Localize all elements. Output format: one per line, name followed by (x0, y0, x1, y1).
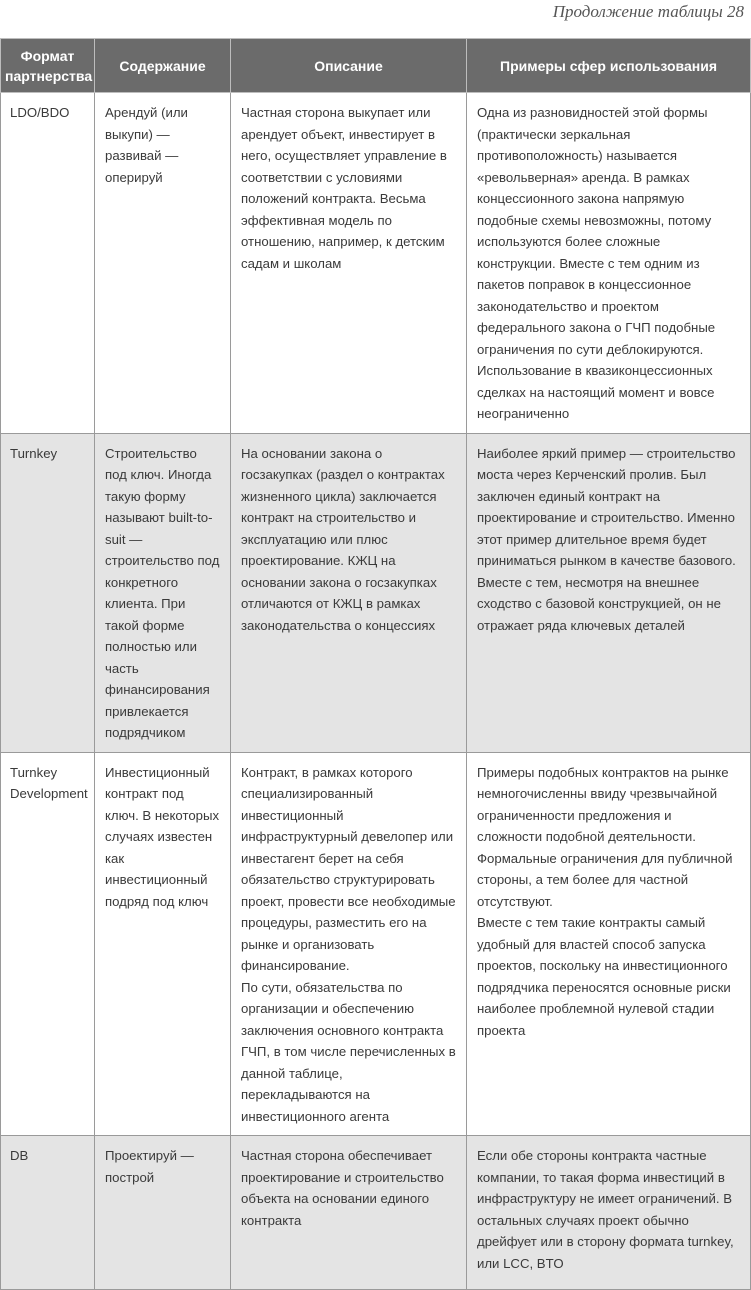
partnership-formats-table (0, 38, 751, 1290)
table-header-row (1, 39, 751, 93)
cell-examples (467, 752, 751, 1136)
description-paragraph: Контракт, в рамках которого специализированный инвестиционный инфраструктурный девелопер или инвестагент берет на себя обязательство структурировать проект, провести все необходимые процедуры, разместить его на рынке и организовать финансирование. (241, 764, 456, 973)
cell-examples: Одна из разновидностей этой формы (практически зеркальная противоположность) называется «револьверная» аренда. В рамках концессионного закона напрямую подобные схемы невозможны, потому используются более сложные конструкции. Вместе с тем одним из пакетов поправок в концессионное законодательство и проектом федерального закона о ГЧП подобные ограничения по сути деблокируются. Использование в квазиконцессионных сделках на настоящий момент и вовсе неограниченно (467, 93, 751, 434)
cell-description (231, 752, 467, 1136)
cell-format: DB (1, 1136, 95, 1290)
cell-description: На основании закона о госзакупках (раздел о контрактах жизненного цикла) заключается контракт на строительство и эксплуатацию или плюс проектирование. КЖЦ на основании закона о госзакупках отличаются от КЖЦ в рамках законодательства о концессиях (231, 433, 467, 752)
cell-content: Инвестиционный контракт под ключ. В некоторых случаях известен как инвестиционный подряд под ключ (95, 752, 231, 1136)
header-description: Описание (231, 39, 467, 93)
cell-content: Арендуй (или выкупи) — развивай — оперируй (95, 93, 231, 434)
table-row (1, 93, 751, 434)
description-paragraph: По сути, обязательства по организации и обеспечению заключения основного контракта ГЧП, в том числе перечисленных в данной таблице, перекладываются на инвестиционного агента (241, 979, 456, 1124)
cell-content: Проектируй — построй (95, 1136, 231, 1290)
header-content: Содержание (95, 39, 231, 93)
table-row (1, 752, 751, 1136)
cell-format: Turnkey Development (1, 752, 95, 1136)
cell-format: Turnkey (1, 433, 95, 752)
cell-content: Строительство под ключ. Иногда такую форму называют built-to-suit — строительство под конкретного клиента. При такой форме полностью или часть финансирования привлекается подрядчиком (95, 433, 231, 752)
table-row (1, 1136, 751, 1290)
table-row (1, 433, 751, 752)
table-header (1, 39, 751, 93)
cell-description: Частная сторона выкупает или арендует объект, инвестирует в него, осуществляет управление в соответствии с условиями положений контракта. Весьма эффективная модель по отношению, например, к детским садам и школам (231, 93, 467, 434)
cell-examples: Наиболее яркий пример — строительство моста через Керченский пролив. Был заключен единый контракт на проектирование и строительство. Именно этот пример длительное время будет приниматься рынком в качестве базового. Вместе с тем, несмотря на внешнее сходство с базовой конструкцией, он не отражает ряда ключевых деталей (467, 433, 751, 752)
header-examples: Примеры сфер использования (467, 39, 751, 93)
cell-format: LDO/BDO (1, 93, 95, 434)
examples-paragraph: Примеры подобных контрактов на рынке немногочисленны ввиду чрезвычайной ограниченности предложения и сложности подобной деятельности. Формальные ограничения для публичной стороны, а тем более для частной отсутствуют. (477, 764, 733, 909)
table-continuation-caption: Продолжение таблицы 28 (552, 2, 744, 21)
header-format: Формат партнерства (1, 39, 95, 93)
cell-examples: Если обе стороны контракта частные компании, то такая форма инвестиций в инфраструктуру не имеет ограничений. В остальных случаях проект обычно дрейфует или в сторону формата turnkey, или LCC, BTO (467, 1136, 751, 1290)
table-body (1, 93, 751, 1290)
cell-description: Частная сторона обеспечивает проектирование и строительство объекта на основании единого контракта (231, 1136, 467, 1290)
examples-paragraph: Вместе с тем такие контракты самый удобный для властей способ запуска проектов, поскольку на инвестиционного подрядчика переносятся основные риски наиболее проблемной нулевой стадии проекта (477, 915, 731, 1038)
